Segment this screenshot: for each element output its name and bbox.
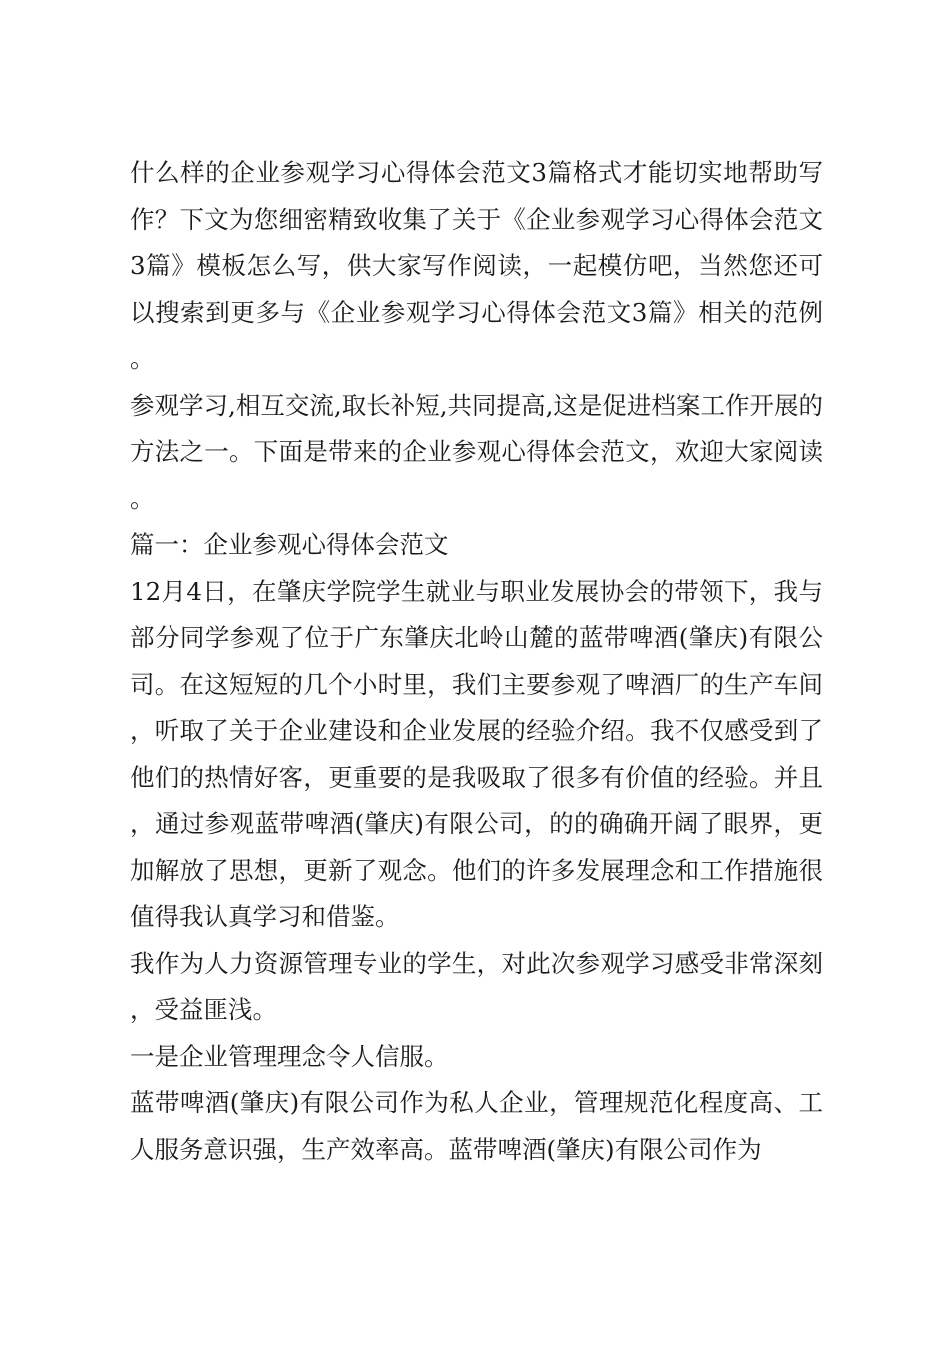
- document-body: [130, 150, 823, 1173]
- body-paragraph: 12月4日，在肇庆学院学生就业与职业发展协会的带领下，我与部分同学参观了位于广东肇庆北岭山麓的蓝带啤酒(肇庆)有限公司。在这短短的几个小时里，我们主要参观了啤酒厂的生产车间，听取了关于企业建设和企业发展的经验介绍。我不仅感受到了他们的热情好客，更重要的是我吸取了很多有价值的经验。并且，通过参观蓝带啤酒(肇庆)有限公司，的的确确开阔了眼界，更加解放了思想，更新了观念。他们的许多发展理念和工作措施很值得我认真学习和借鉴。: [130, 576, 823, 931]
- intro-paragraph: 什么样的企业参观学习心得体会范文3篇格式才能切实地帮助写作？下文为您细密精致收集了关于《企业参观学习心得体会范文3篇》模板怎么写，供大家写作阅读，一起模仿吧，当然您还可以搜索到更多与《企业参观学习心得体会范文3篇》相关的范例。: [130, 158, 823, 373]
- body-paragraph: 蓝带啤酒(肇庆)有限公司作为私人企业，管理规范化程度高、工人服务意识强，生产效率高。蓝带啤酒(肇庆)有限公司作为: [130, 1088, 823, 1164]
- body-paragraph: 我作为人力资源管理专业的学生，对此次参观学习感受非常深刻，受益匪浅。: [130, 948, 823, 1024]
- lead-paragraph: 参观学习,相互交流,取长补短,共同提高,这是促进档案工作开展的方法之一。下面是带来的企业参观心得体会范文，欢迎大家阅读。: [130, 390, 823, 513]
- section-heading: 篇一：企业参观心得体会范文: [130, 530, 449, 559]
- point-heading: 一是企业管理理念令人信服。: [130, 1041, 449, 1071]
